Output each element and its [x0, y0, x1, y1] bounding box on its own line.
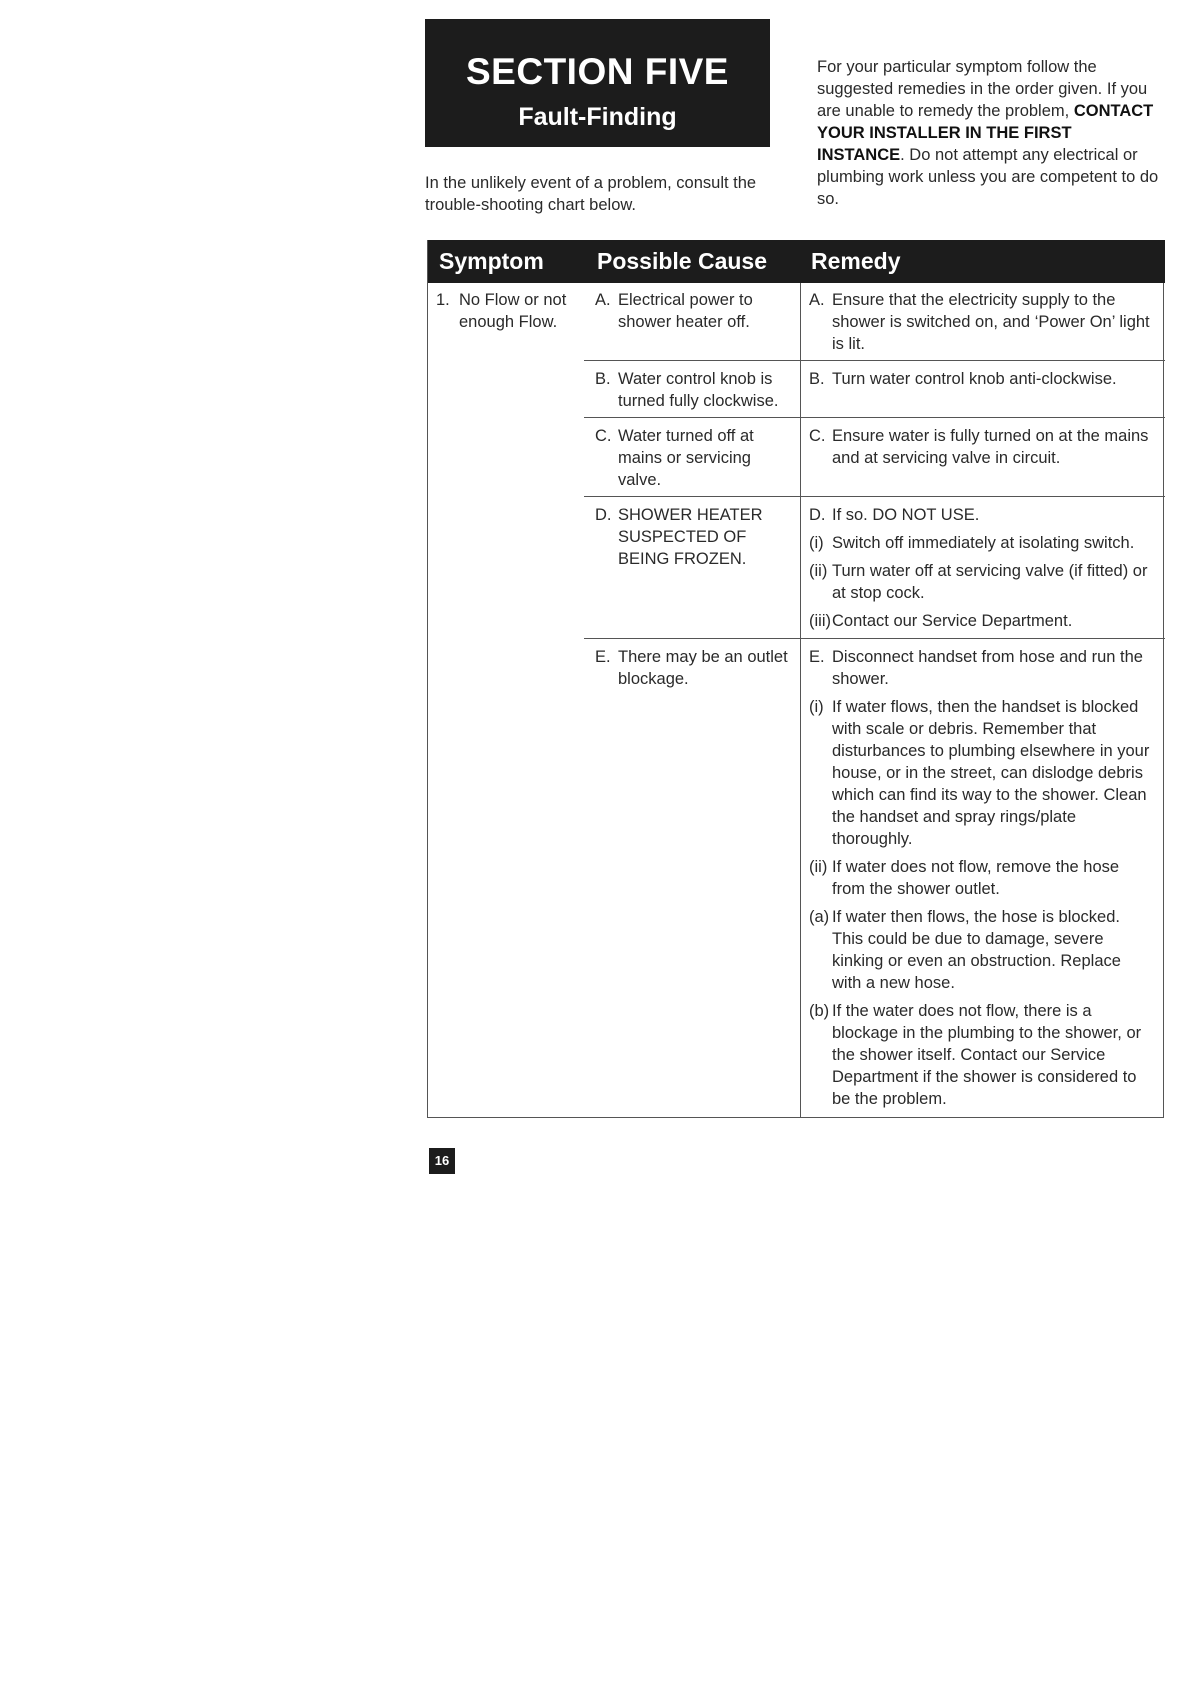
- cause-label: E.: [595, 648, 611, 666]
- table-header: [428, 240, 1165, 283]
- advice-line-3: . Do not attempt any electrical or plumbing work unless you are competent to do so.: [817, 146, 1159, 208]
- remedy-sub-label: (ii): [809, 562, 828, 580]
- cause-text: There may be an outlet blockage.: [618, 648, 788, 688]
- cause-label: C.: [595, 427, 612, 445]
- advice-line-1: For your particular symptom follow the suggested remedies in the order given.: [817, 58, 1103, 98]
- remedy-text: Ensure water is fully turned on at the mains and at servicing valve in circuit.: [832, 427, 1149, 467]
- remedy-sub-text: If the water does not flow, there is a blockage in the plumbing to the shower, or the shower itself. Contact our Service Department if the shower is considered to be the problem.: [832, 1002, 1142, 1108]
- symptom-label: 1.: [436, 291, 450, 309]
- cause-text: Water control knob is turned fully clockwise.: [618, 370, 779, 410]
- section-banner: [425, 19, 770, 147]
- row-divider: [584, 638, 1165, 639]
- cause-d: [595, 504, 780, 570]
- cause-label: A.: [595, 291, 611, 309]
- remedy-text: Turn water control knob anti-clockwise.: [832, 370, 1117, 388]
- remedy-sub-text: If water then flows, the hose is blocked. This could be due to damage, severe kinking or even an obstruction. Replace with a new hose.: [832, 908, 1121, 992]
- cause-text: Water turned off at mains or servicing valve.: [618, 427, 754, 489]
- remedy-label: C.: [809, 427, 826, 445]
- row-divider: [584, 417, 1165, 418]
- remedy-label: D.: [809, 506, 826, 524]
- row-divider: [584, 496, 1165, 497]
- remedy-e: [809, 646, 1154, 1116]
- remedy-sub-label: (ii): [809, 858, 828, 876]
- remedy-text: Ensure that the electricity supply to the shower is switched on, and ‘Power On’ light is lit.: [832, 291, 1150, 353]
- cause-a: [595, 289, 793, 333]
- remedy-sub-label: (a): [809, 908, 830, 926]
- cause-text: Electrical power to shower heater off.: [618, 291, 753, 331]
- remedy-text: Disconnect handset from hose and run the shower.: [832, 648, 1143, 688]
- advice-bold: CONTACT YOUR INSTALLER IN THE FIRST INSTANCE: [817, 102, 1154, 164]
- advice-paragraph: [817, 56, 1162, 210]
- remedy-sub-label: (i): [809, 698, 824, 716]
- remedy-c: [809, 425, 1154, 469]
- intro-paragraph: In the unlikely event of a problem, consult the trouble-shooting chart below.: [425, 174, 757, 214]
- advice-line-2: If you are unable to remedy the problem,: [817, 80, 1148, 120]
- symptom-text: No Flow or not enough Flow.: [459, 291, 567, 331]
- page-number: 16: [429, 1148, 455, 1174]
- cause-e: [595, 646, 793, 690]
- section-subtitle: Fault-Finding: [518, 103, 677, 131]
- header-possible-cause: Possible Cause: [597, 248, 768, 274]
- remedy-text: If so. DO NOT USE.: [832, 506, 980, 524]
- remedy-label: A.: [809, 291, 825, 309]
- remedy-label: B.: [809, 370, 825, 388]
- cause-b: [595, 368, 793, 412]
- remedy-sub-label: (i): [809, 534, 824, 552]
- remedy-sub-text: Turn water off at servicing valve (if fitted) or at stop cock.: [832, 562, 1148, 602]
- remedy-sub-label: (iii): [809, 612, 831, 630]
- remedy-sub-text: If water flows, then the handset is blocked with scale or debris. Remember that disturbances to plumbing elsewhere in your house, or in the street, can dislodge debris which can find its way to the shower. Clean the handset and spray rings/plate thoroughly.: [832, 698, 1150, 848]
- cause-label: D.: [595, 506, 612, 524]
- cause-label: B.: [595, 370, 611, 388]
- column-divider: [800, 283, 801, 1118]
- remedy-sub-text: Contact our Service Department.: [832, 612, 1073, 630]
- remedy-sub-text: Switch off immediately at isolating switch.: [832, 534, 1135, 552]
- remedy-sub-label: (b): [809, 1002, 830, 1020]
- header-remedy: Remedy: [811, 248, 901, 274]
- remedy-b: [809, 368, 1154, 390]
- remedy-a: [809, 289, 1154, 355]
- cause-text: SHOWER HEATER SUSPECTED OF BEING FROZEN.: [618, 506, 763, 568]
- remedy-sub-text: If water does not flow, remove the hose from the shower outlet.: [832, 858, 1120, 898]
- header-symptom: Symptom: [439, 248, 544, 274]
- symptom-cell: [436, 289, 576, 333]
- section-title: SECTION FIVE: [466, 51, 729, 92]
- trouble-shooting-table: [427, 240, 1164, 1118]
- row-divider: [584, 360, 1165, 361]
- remedy-label: E.: [809, 648, 825, 666]
- remedy-d: [809, 504, 1154, 638]
- cause-c: [595, 425, 793, 491]
